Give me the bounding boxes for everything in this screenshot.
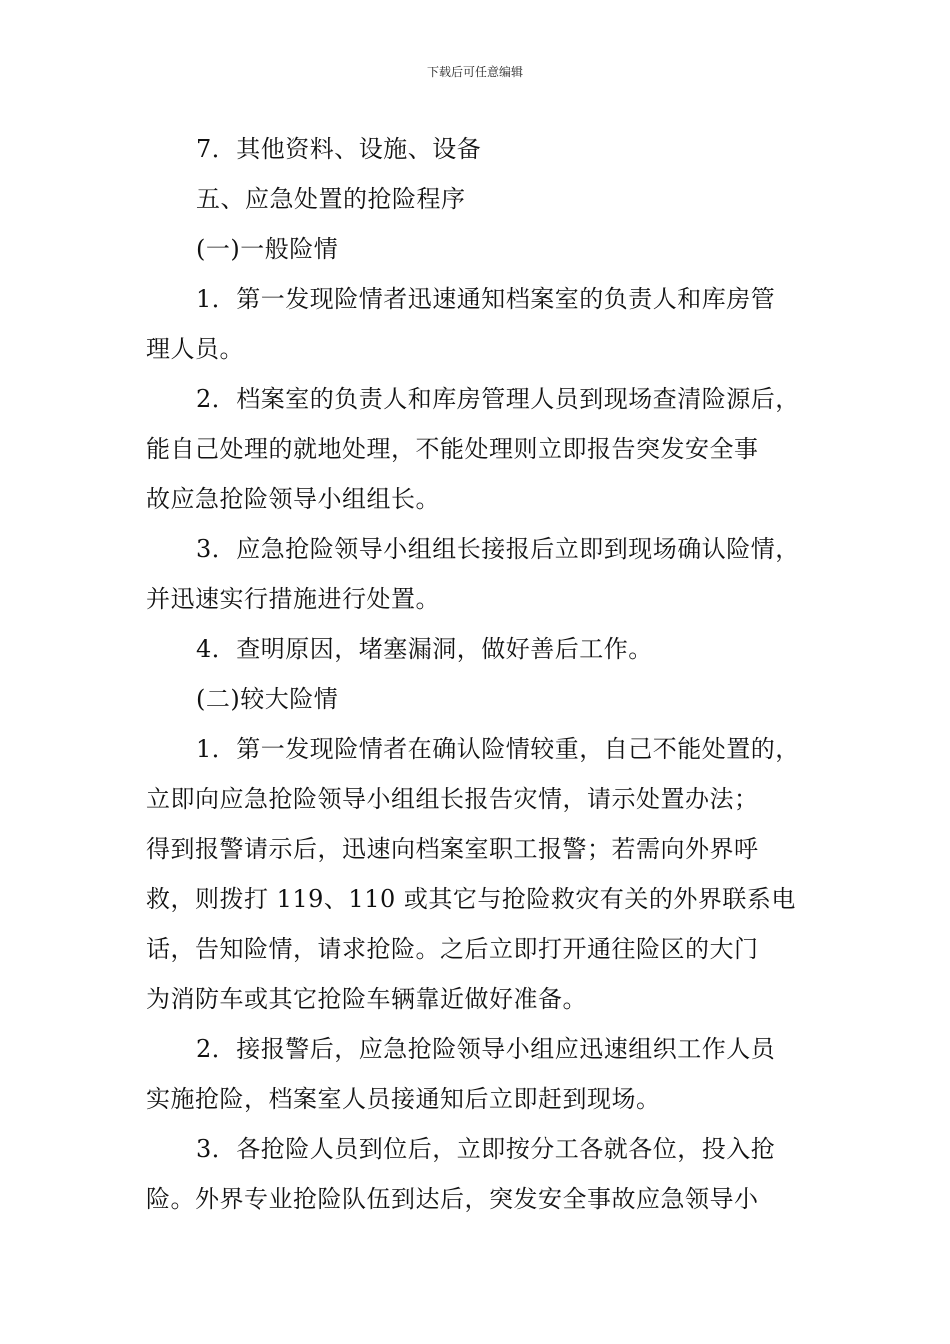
text-line: 并迅速实行措施进行处置。: [146, 585, 440, 613]
text-line: 话，告知险情，请求抢险。之后立即打开通往险区的大门: [146, 935, 759, 963]
text-line: 1．第一发现险情者迅速通知档案室的负责人和库房管: [196, 285, 776, 313]
text-line: (一)一般险情: [196, 235, 339, 263]
text-line: 为消防车或其它抢险车辆靠近做好准备。: [146, 985, 587, 1013]
text-line: 救，则拨打 119、110 或其它与抢险救灾有关的外界联系电: [146, 885, 796, 913]
page-header: 下载后可任意编辑: [426, 65, 523, 79]
text-line: 1．第一发现险情者在确认险情较重，自己不能处置的，: [196, 735, 800, 763]
text-line: 五、应急处置的抢险程序: [196, 185, 466, 213]
text-line: 得到报警请示后，迅速向档案室职工报警；若需向外界呼: [146, 835, 759, 863]
text-line: 3．各抢险人员到位后，立即按分工各就各位，投入抢: [196, 1135, 776, 1163]
text-line: 2．接报警后，应急抢险领导小组应迅速组织工作人员: [196, 1035, 776, 1063]
text-line: 2．档案室的负责人和库房管理人员到现场查清险源后，: [196, 385, 800, 413]
text-line: (二)较大险情: [196, 685, 339, 713]
text-line: 4．查明原因，堵塞漏洞，做好善后工作。: [196, 635, 653, 663]
text-line: 7．其他资料、设施、设备: [196, 135, 482, 163]
text-line: 实施抢险，档案室人员接通知后立即赶到现场。: [146, 1085, 661, 1113]
text-line: 立即向应急抢险领导小组组长报告灾情，请示处置办法；: [146, 785, 759, 813]
text-line: 理人员。: [146, 335, 244, 363]
text-line: 险。外界专业抢险队伍到达后，突发安全事故应急领导小: [146, 1185, 759, 1213]
document-body: [146, 124, 810, 1224]
text-line: 3．应急抢险领导小组组长接报后立即到现场确认险情，: [196, 535, 800, 563]
text-line: 故应急抢险领导小组组长。: [146, 485, 440, 513]
text-line: 能自己处理的就地处理，不能处理则立即报告突发安全事: [146, 435, 759, 463]
